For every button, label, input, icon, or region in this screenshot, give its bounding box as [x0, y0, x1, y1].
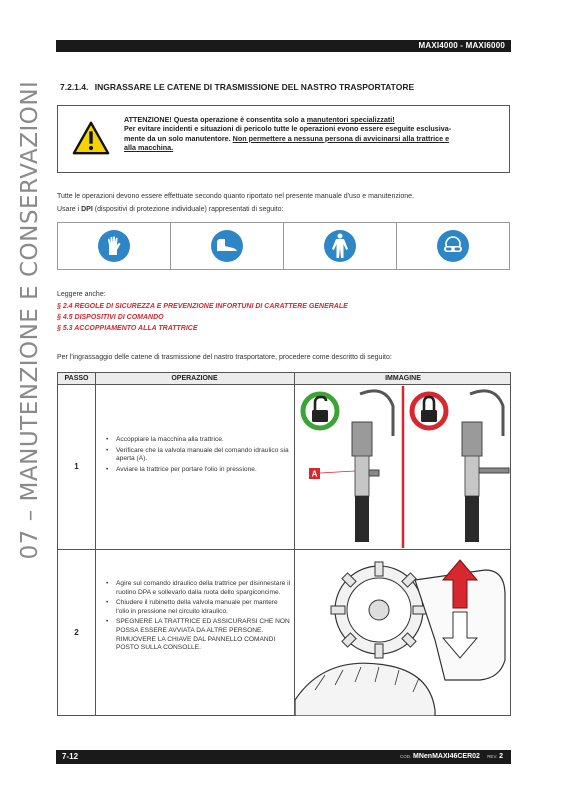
warning-emphasis-1: manutentori specializzati!: [306, 115, 395, 124]
list-item: • SPEGNERE LA TRATTRICE ED ASSICURARSI CHE NON POSSA ESSERE AVVIATA DA ALTRE PERSONE. RIMUOVERE LA CHIAVE DAL PANNELLO COMANDI POSTO SULLA CONSOLLE.: [106, 618, 292, 652]
list-item: • Chiudere il rubinetto della valvola manuale per mantere l'olio in pressione nel circuito idraulico.: [106, 599, 292, 616]
list-item: • Avviare la trattrice per portare l'olio in pressione.: [106, 466, 292, 475]
intro-text-a: Usare i: [57, 206, 82, 213]
header-step: PASSO: [64, 375, 89, 382]
warning-text: [124, 115, 504, 153]
warning-triangle-icon: [72, 120, 110, 156]
table-header: [58, 373, 510, 385]
valve-closed-figure: [412, 391, 509, 542]
warning-box: [57, 105, 510, 173]
valve-open-closed-image: [295, 386, 511, 548]
chapter-side-title: [10, 70, 50, 570]
col-divider: [95, 373, 96, 715]
ppe-cell-coverall: [284, 223, 397, 269]
ppe-cell-gloves: [58, 223, 171, 269]
valve-open-figure: [303, 391, 393, 542]
list-item: • Agire sul comando idraulico della trattrice per disinnestare il ruotino DPA e sollevarlo dalla ruota dello spargiconcime.: [106, 580, 292, 597]
step-1-operations: [106, 436, 292, 476]
warning-emphasis-2: Non permettere a nessuna persona di avvicinarsi alla trattrice e: [232, 133, 450, 143]
step-2-operations: [106, 580, 292, 655]
step-number-1: 1: [74, 462, 79, 471]
intro-line-1: Tutte le operazioni devono essere effettuate secondo quanto riportato nel presente manuale d'uso e manutenzione.: [57, 193, 415, 200]
rev-label: REV.: [487, 754, 498, 759]
document-code: [400, 750, 503, 764]
page-number: 7-12: [62, 752, 79, 761]
intro-text-c: (dispositivi di protezione individuale) rappresentati di seguito:: [92, 206, 284, 213]
section-heading: [60, 82, 414, 92]
header-operation: OPERAZIONE: [171, 375, 218, 382]
cod-value: MNenMAXI46CER02: [413, 753, 480, 760]
list-item: • Verificare che la valvola manuale del comando idraulico sia aperta (A).: [106, 447, 292, 464]
procedure-table: [57, 372, 511, 716]
warning-line-2: Per evitare incidenti e situazioni di pericolo tutte le operazioni evono essere eseguite esclusiva-: [124, 124, 452, 134]
header-bar: [56, 40, 511, 52]
model-title: MAXI4000 - MAXI6000: [418, 41, 505, 50]
safety-shoes-icon: [211, 230, 243, 262]
ppe-cell-goggles: [397, 223, 509, 269]
coverall-icon: [324, 230, 356, 262]
goggles-icon: [437, 230, 469, 262]
footer-bar: [56, 750, 511, 764]
chapter-title-text: 07 – MANUTENZIONE E CONSERVAZIONI: [17, 80, 43, 560]
section-number: 7.2.1.4.: [60, 82, 89, 92]
warning-line-4: alla macchina.: [124, 143, 174, 153]
ppe-icons-row: [57, 222, 510, 270]
link-control-devices[interactable]: § 4.5 DISPOSITIVI DI COMANDO: [57, 314, 164, 321]
gear-wheel: [331, 562, 427, 658]
section-title: INGRASSARE LE CATENE DI TRASMISSIONE DEL NASTRO TRASPORTATORE: [94, 82, 415, 92]
label-a: A: [311, 469, 318, 479]
intro-line-2: [57, 205, 283, 215]
rev-value: 2: [499, 753, 503, 760]
warning-line-1: ATTENZIONE! Questa operazione è consentita solo a: [124, 115, 307, 124]
see-also-label: Leggere anche:: [57, 291, 106, 298]
step-number-2: 2: [74, 628, 79, 637]
ppe-cell-shoes: [171, 223, 284, 269]
header-image: IMMAGINE: [385, 375, 421, 382]
cod-label: COD.: [399, 754, 412, 759]
gloves-icon: [98, 230, 130, 262]
link-tractor-coupling[interactable]: § 5.3 ACCOPPIAMENTO ALLA TRATTRICE: [57, 325, 198, 332]
warning-line-3: mente da un solo manutentore.: [124, 133, 233, 143]
dpa-wheel-lift-image: [295, 550, 511, 716]
procedure-intro: Per l'ingrassaggio delle catene di trasmissione del nastro trasportatore, procedere come descritto di seguito:: [57, 354, 392, 361]
link-safety-rules[interactable]: § 2.4 REGOLE DI SICUREZZA E PREVENZIONE INFORTUNI DI CARATTERE GENERALE: [57, 303, 348, 310]
intro-dpi: DPI: [81, 206, 93, 213]
list-item: • Accoppiare la macchina alla trattrice.: [106, 436, 292, 445]
